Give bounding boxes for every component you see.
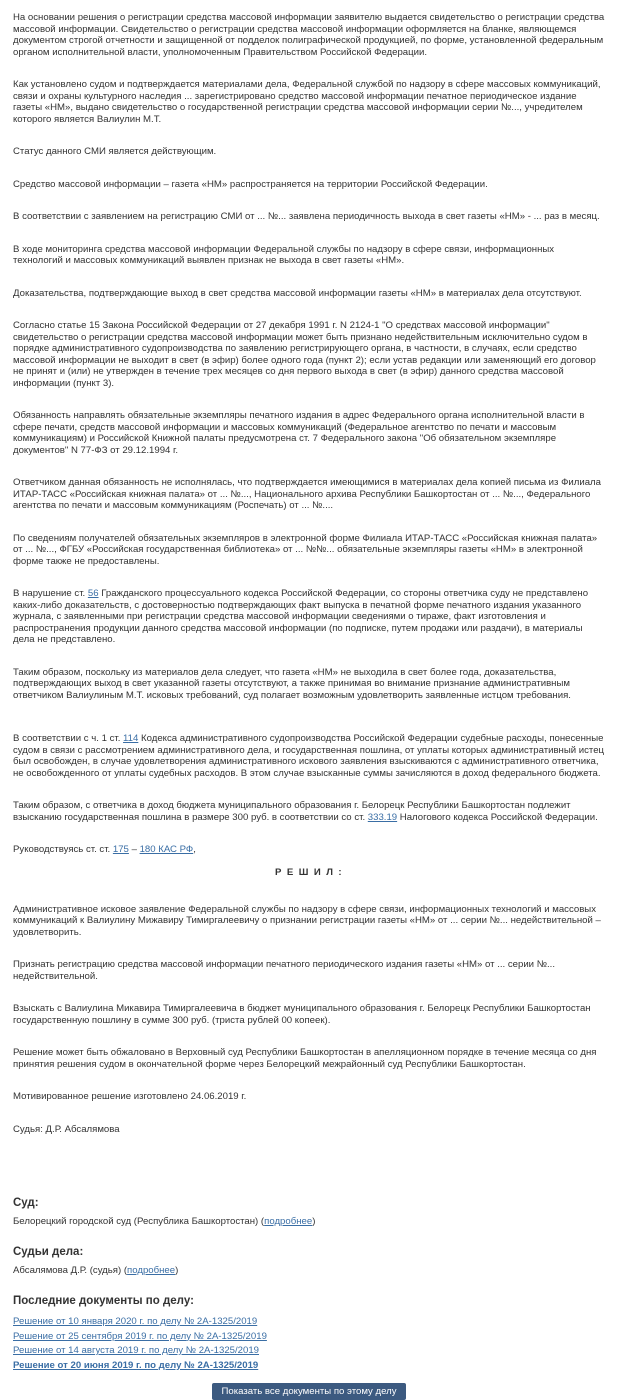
decision-heading: Р Е Ш И Л : (275, 866, 343, 878)
recent-docs-heading: Последние документы по делу: (13, 1295, 194, 1307)
court-name: Белорецкий городской суд (Республика Башкортостан) (13, 1216, 261, 1227)
case-meta (13, 1197, 605, 1400)
judges-block (13, 1246, 605, 1277)
paragraph: Статус данного СМИ является действующим. (13, 146, 217, 157)
paragraph: Как установлено судом и подтверждается материалами дела, Федеральной службой по надзору в сфере массовых коммуникаций, связи и охраны культурного наследия ... зарегистрировано средство массовой информации печатное периодическое издание газеты «НМ», выдано свидетельство о государственной регистрации средства массовой информации серии №..., учредителем которого является Валиулин М.Т. (13, 79, 601, 125)
recent-docs-list (13, 1315, 605, 1373)
article-link[interactable]: 333.19 (367, 811, 398, 823)
court-heading: Суд: (13, 1197, 39, 1209)
paren: ( (260, 1216, 265, 1227)
paragraph: Обязанность направлять обязательные экземпляры печатного издания в адрес Федерального органа исполнительной власти в сфере печати, средств массовой информации и массовых коммуникаций (Федеральное агентство по печати и массовым коммуникациям) и Российской Книжной палаты предусмотрена ст. 7 Федерального закона "Об обязательном экземпляре документов" N 77-ФЗ от 29.12.1994 г. (13, 410, 585, 456)
judge-more-link[interactable]: подробнее (127, 1265, 176, 1276)
text: В нарушение ст. (13, 588, 88, 599)
text: Таким образом, с ответчика в доход бюджета муниципального образования г. Белорецк Республики Башкортостан подлежит взысканию государственная пошлина в размере 300 руб. в соответствии со ст. (13, 800, 571, 823)
article-link[interactable]: 180 КАС РФ (139, 844, 194, 855)
court-more-link[interactable]: подробнее (264, 1216, 313, 1227)
paragraph: Таким образом, поскольку из материалов дела следует, что газета «НМ» не выходила в свет более года, доказательства, подтверждающих выход в свет указанной газеты отсутствуют, а также принимая во внимание признание административным ответчиком Валиулиным М.Т. исковых требований, суд полагает возможным удовлетворить заявленные истцом требования. (13, 666, 571, 701)
paragraph: Ответчиком данная обязанность не исполнялась, что подтверждается имеющимися в материалах дела копией письма из Филиала ИТАР-ТАСС «Российская книжная палата» от ... №..., Национального архива Республики Башкортостан от ... №..., Федерального агентства по печати и массовым коммуникациям (Роспечать) от ... №.... (13, 477, 601, 511)
paragraph: Доказательства, подтверждающие выход в свет средства массовой информации газеты «НМ» в материалах дела отсутствуют. (13, 287, 582, 299)
paren: ) (312, 1216, 316, 1227)
court-line (13, 1216, 605, 1228)
judges-heading: Судьи дела: (13, 1246, 84, 1258)
show-all-docs-button[interactable]: Показать все документы по этому делу (212, 1383, 405, 1400)
paren: ) (175, 1265, 179, 1276)
paragraph: Мотивированное решение изготовлено 24.06.2019 г. (13, 1091, 247, 1102)
recent-doc-link[interactable]: Решение от 14 августа 2019 г. по делу № 2А-1325/2019 (13, 1345, 260, 1356)
paragraph: В соответствии с заявлением на регистрацию СМИ от ... №... заявлена периодичность выхода в свет газеты «НМ» - ... раз в месяц. (13, 211, 600, 222)
text: В соответствии с ч. 1 ст. (13, 733, 124, 744)
paragraph: По сведениям получателей обязательных экземпляров в электронной форме Филиала ИТАР-ТАСС «Российская книжная палата» от ... №..., ФГБУ «Российская государственная библиотека» от ... №№... обязательные экземпляры газеты «НМ» в электронной форме также не предоставлены. (13, 532, 598, 567)
recent-doc-link[interactable]: Решение от 25 сентября 2019 г. по делу № 2А-1325/2019 (13, 1330, 267, 1342)
paragraph: Решение может быть обжаловано в Верховный суд Республики Башкортостан в апелляционном порядке в течение месяца со дня принятия решения судом в окончательной форме через Белорецкий межрайонный суд Республики Башкортостан. (13, 1047, 597, 1070)
text: , (193, 844, 196, 855)
paragraph: Взыскать с Валиулина Микавира Тимиргалеевича в бюджет муниципального образования г. Белорецк Республики Башкортостан государственную пошлину в сумме 300 руб. (триста рублей 00 копеек). (13, 1003, 591, 1026)
article-link[interactable]: 175 (112, 844, 129, 855)
judge-name: Абсалямова Д.Р. (судья) (13, 1265, 124, 1276)
paragraph (13, 733, 605, 779)
judge-signature: Судья: Д.Р. Абсалямова (13, 1123, 120, 1135)
document-text (13, 12, 605, 1135)
paragraph (13, 844, 605, 856)
paragraph: В ходе мониторинга средства массовой информации Федеральной службы по надзору в сфере связи, информационных технологий и массовых коммуникаций выявлен признак не выхода в свет газеты «НМ». (13, 243, 555, 266)
paragraph (13, 800, 605, 823)
text: Налогового кодекса Российской Федерации. (397, 811, 598, 823)
paragraph (13, 588, 605, 646)
recent-doc-link-current[interactable]: Решение от 20 июня 2019 г. по делу № 2А-1325/2019 (13, 1359, 259, 1371)
paragraph: Согласно статье 15 Закона Российской Федерации от 27 декабря 1991 г. N 2124-1 "О средствах массовой информации" свидетельство о регистрации средства массовой информации может быть признано недействительным исключительно судом в порядке административного судопроизводства по заявлению регистрирующего органа, в частности, в случаях, если средство массовой информации не выходит в свет (в эфир) более одного года (пункт 2); если устав редакции или заменяющий его договор не принят и (или) не утвержден в течение трех месяцев со дня первого выхода в свет (в эфир) данного средства массовой информации (пункт 3). (13, 320, 596, 389)
paragraph: Признать регистрацию средства массовой информации печатного периодического издания газеты «НМ» от ... серии №... недействительной. (13, 959, 555, 982)
button-wrap (13, 1381, 605, 1400)
recent-docs-block (13, 1295, 605, 1400)
paragraph: Административное исковое заявление Федеральной службы по надзору в сфере связи, информационных технологий и массовых коммуникаций к Валиулину Мижавиру Тимиргалеевичу о признании регистрации газеты «НМ» от ... серии №... недействительной – удовлетворить. (13, 903, 601, 938)
text: Гражданского процессуального кодекса Российской Федерации, со стороны ответчика суду не представлено каких-либо доказательств, с достоверностью подтверждающих факт выпуска в печатной форме печатного издания указанного журнала, с заявленными при регистрации средства массовой информации сведениями о тираже, факт изготовления и распространения продукции данного средства массовой информации (по подписке, путем продажи или раздачи), в материалы дела не представлено. (13, 588, 589, 645)
article-link[interactable]: 114 (123, 733, 139, 744)
paragraph: На основании решения о регистрации средства массовой информации заявителю выдается свидетельство о регистрации средства массовой информации. Свидетельство о регистрации средства массовой информации оформляется на бланке, являющемся документом строгой отчетности и защищенной от подделок полиграфической продукцией, по форме, установленной федеральным органом исполнительной власти, уполномоченным Правительством Российской Федерации. (13, 12, 605, 58)
article-link[interactable]: 56 (87, 588, 99, 599)
court-block (13, 1197, 605, 1228)
recent-doc-link[interactable]: Решение от 10 января 2020 г. по делу № 2А-1325/2019 (13, 1316, 258, 1327)
text: Кодекса административного судопроизводства Российской Федерации судебные расходы, понесенные судом в связи с рассмотрением административного дела, и государственная пошлина, от уплаты которых административный истец был освобожден, в случае удовлетворения административного искового заявления взыскиваются с административного ответчика, не освобожденного от уплаты судебных расходов. В этом случае взысканные суммы зачисляются в доход федерального бюджета. (13, 733, 605, 779)
judge-line (13, 1265, 605, 1277)
paragraph: Средство массовой информации – газета «НМ» распространяется на территории Российской Федерации. (13, 178, 488, 190)
paren: ( (123, 1265, 128, 1276)
text: – (128, 844, 140, 855)
text: Руководствуясь ст. ст. (13, 844, 113, 855)
